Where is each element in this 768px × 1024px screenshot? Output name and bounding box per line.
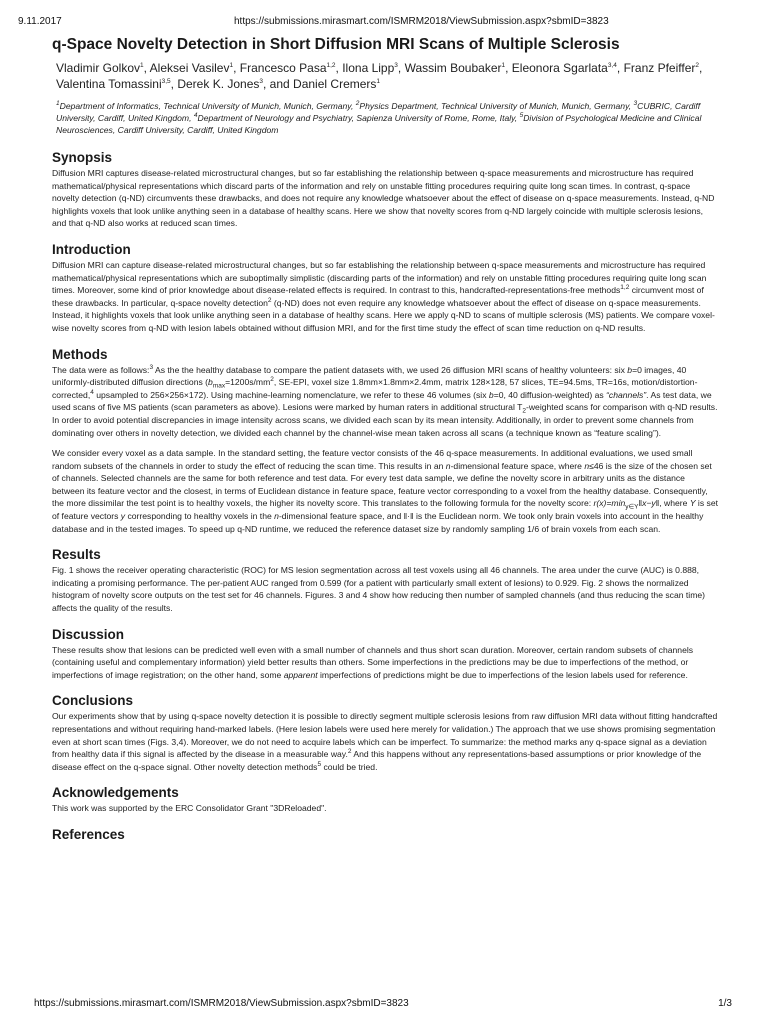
conclusions-heading: Conclusions (52, 693, 134, 709)
methods-paragraph-2: We consider every voxel as a data sample. In the standard setting, the feature vector consists of the 46 q-space measurements. In additional evaluations, we used small random subsets of the channels in order to study the effect of reducing the scan time. This results in an n-dimensional feature space, where n≤46 is the size of the chosen set of channels. Selected channels are the same for both reference and test data. For every test data sample, we define the novelty score in arbitrary units as the distance between its feature vector and the closest, in terms of Euclidean distance in feature space, feature vector corresponding to a voxel from the healthy database. Consequently, the more dissimilar the test point is to healthy voxels, the higher its novelty score. This translates to the following formula for the novelty score: $r(x)=\min_{y\in Y}‖x-y‖$, where Y is set of feature vectors y corresponding to healthy voxels in the n-dimensional feature space, and ‖·‖ is the Euclidean norm. We took only brain voxels into account in the healthy database and in the tested images. To speed up q-ND runtime, we reduced the reference dataset size by randomly sampling 1/6 of brain voxels from each scan. (52, 448, 718, 534)
author: Daniel Cremers$^1$ (293, 77, 381, 91)
results-text: Fig. 1 shows the receiver operating characteristic (ROC) for MS lesion segmentation across all test voxels using all 46 channels. The area under the curve (AUC) is 0.888, indicating a promising performance. The per-patient AUC ranged from 0.599 (for a patient with particularly small extent of lesions) to 0.929. Fig. 2 shows the normalized histogram of novelty score outputs on the test set for 46 channels. Figures. 3 and 4 show how reducing then number of sampled channels (and thus reducing the scan time) affects the quality of the results. (52, 565, 706, 614)
author: Vladimir Golkov$^1$ (56, 61, 144, 75)
abstract-page (52, 36, 718, 844)
author: Eleonora Sgarlata$^{3,4}$ (511, 61, 617, 75)
paper-title: q-Space Novelty Detection in Short Diffusion MRI Scans of Multiple Sclerosis (52, 36, 620, 53)
page-number: 1/3 (718, 998, 732, 1009)
introduction-heading: Introduction (52, 241, 131, 257)
header-url: https://submissions.mirasmart.com/ISMRM2018/ViewSubmission.aspx?sbmID=3823 (234, 16, 609, 27)
conclusions-text: Our experiments show that by using q-space novelty detection it is possible to directly segment multiple sclerosis lesions from raw diffusion MRI data without fitting handcrafted representations and without requiring hand-marked labels. (Here lesion labels were used here merely for validation.) The approach that we use shows promising segmentation even at short scan times (Figs. 3,4). Moreover, we do not need to acquire labels which can be imperfect. To summarize: the method marks any q-space signal as a deviation from healthy data if this signal is affected by the disease in a measurable way.$^2$ And this happens without any representations-based assumptions or prior knowledge of the disease effect on the q-space signal. Other novelty detection methods$^5$ could be tried. (52, 711, 718, 772)
acknowledgements-heading: Acknowledgements (52, 785, 179, 801)
author: Ilona Lipp$^3$ (342, 61, 398, 75)
author: Franz Pfeiffer$^2$ (623, 61, 700, 75)
author-list: Vladimir Golkov$^1$, Aleksei Vasilev$^1$, Francesco Pasa$^{1,2}$, Ilona Lipp$^3$, Wassim Boubaker$^1$, Eleonora Sgarlata$^{3,4}$, Franz Pfeiffer$^2$, Valentina Tomassini$^{3,5}$, Derek K. Jones$^3$, and Daniel Cremers$^1$ (56, 61, 703, 91)
browser-footer (34, 998, 732, 1012)
synopsis-text: Diffusion MRI captures disease-related microstructural changes, but so far establishing the relationship between q-space measurements and microstructure has required mathematical/physical representations which discard parts of the information and rely on unstable fitting procedures requiring quite long scan times. In contrast, q-space novelty detection (q-ND) circumvents these drawbacks, and does not require any knowledge whatsoever about the effect of disease on q-space measurements. Instead, q-ND highlights voxels that look unlike anything seen in a database of healthy scans. Here we show that novelty scores from q-ND largely coincide with multiple sclerosis lesions, and that q-ND also works at reduced scan times. (52, 168, 715, 229)
references-heading: References (52, 826, 125, 842)
methods-paragraph-1: The data were as follows:$^3$ As the the healthy database to compare the patient datasets with, we used 26 diffusion MRI scans of healthy volunteers: six b=0 images, 40 uniformly-distributed diffusion directions ($b_{max}=1200s/mm^2$, SE-EPI, voxel size 1.8mm×1.8mm×2.4mm, matrix 128×128, 57 slices, TE=94.5ms, TR=16s, motion/distortion-corrected,$^4$ upsampled to 256×256×172). Using machine-learning nomenclature, we refer to these 46 volumes (six b=0, 40 diffusion-weighted) as “channels”. As test data, we used scans of five MS patients (scan parameters as above). Lesions were marked by human raters in additional structural $T_2$-weighted scans for comparison with q-ND results. In order to avoid potential discrepancies in image intensity across scans, we divided each scan by its mean intensity. Additionally, in order to prevent some channels from dominating over others in novelty detection, we divided each channel by the channel-wise mean taken across all scans (a technique known as “feature scaling”). (52, 363, 718, 438)
browser-header (18, 16, 750, 30)
results-heading: Results (52, 547, 101, 563)
methods-heading: Methods (52, 346, 108, 362)
author: Francesco Pasa$^{1,2}$ (239, 61, 336, 75)
synopsis-heading: Synopsis (52, 150, 113, 165)
print-date: 9.11.2017 (18, 16, 62, 27)
author: Wassim Boubaker$^1$ (404, 61, 506, 75)
affiliations: $^1$Department of Informatics, Technical University of Munich, Munich, Germany, $^2$Physics Department, Technical University of Munich, Munich, Germany, $^3$CUBRIC, Cardiff University, Cardiff, United Kingdom, $^4$Department of Neurology and Psychiatry, Sapienza University of Rome, Rome, Italy, $^5$Division of Psychological Medicine and Clinical Neurosciences, Cardiff University, Cardiff, United Kingdom (56, 100, 702, 135)
discussion-heading: Discussion (52, 626, 125, 642)
author: Valentina Tomassini$^{3,5}$ (56, 77, 171, 91)
discussion-text: These results show that lesions can be predicted well even with a small number of channels and thus short scan duration. Moreover, certain random subsets of channels (containing useful and complementary information) yield better results than others. Some imperfections in the predictions may be due to imperfections of the method, or imperfections of image registration; on the other hand, some apparent imperfections of predictions might be due to imperfections of the lesion labels used for reference. (52, 644, 694, 680)
author: Derek K. Jones$^3$ (177, 77, 264, 91)
footer-url: https://submissions.mirasmart.com/ISMRM2018/ViewSubmission.aspx?sbmID=3823 (34, 998, 409, 1009)
acknowledgements-text: This work was supported by the ERC Consolidator Grant "3DReloaded". (52, 803, 327, 814)
author: Aleksei Vasilev$^1$ (149, 61, 234, 75)
introduction-text: Diffusion MRI can capture disease-related microstructural changes, but so far establishing the relationship between q-space measurements and microstructure has required mathematical/physical representations which are suboptimally simplistic (discarding parts of the information) and rely on unstable fitting procedures requiring quite long scan times. Moreover, some kind of prior knowledge about disease-related effects is required. In contrast to this, handcrafted-representations-free methods$^{1,2}$ circumvent most of these drawbacks. In particular, q-space novelty detection$^2$ (q-ND) does not even require any knowledge whatsoever about the effect of disease on q-space measurements. Instead, it highlights voxels that look unlike anything seen in a database of healthy scans. Here we apply q-ND to scans of multiple sclerosis (MS) patients. We compare voxel-wise novelty scores from q-ND with lesion labels obtained without diffusion MRI, and for the first time study the effect of scan time reduction on q-ND results. (52, 259, 715, 333)
